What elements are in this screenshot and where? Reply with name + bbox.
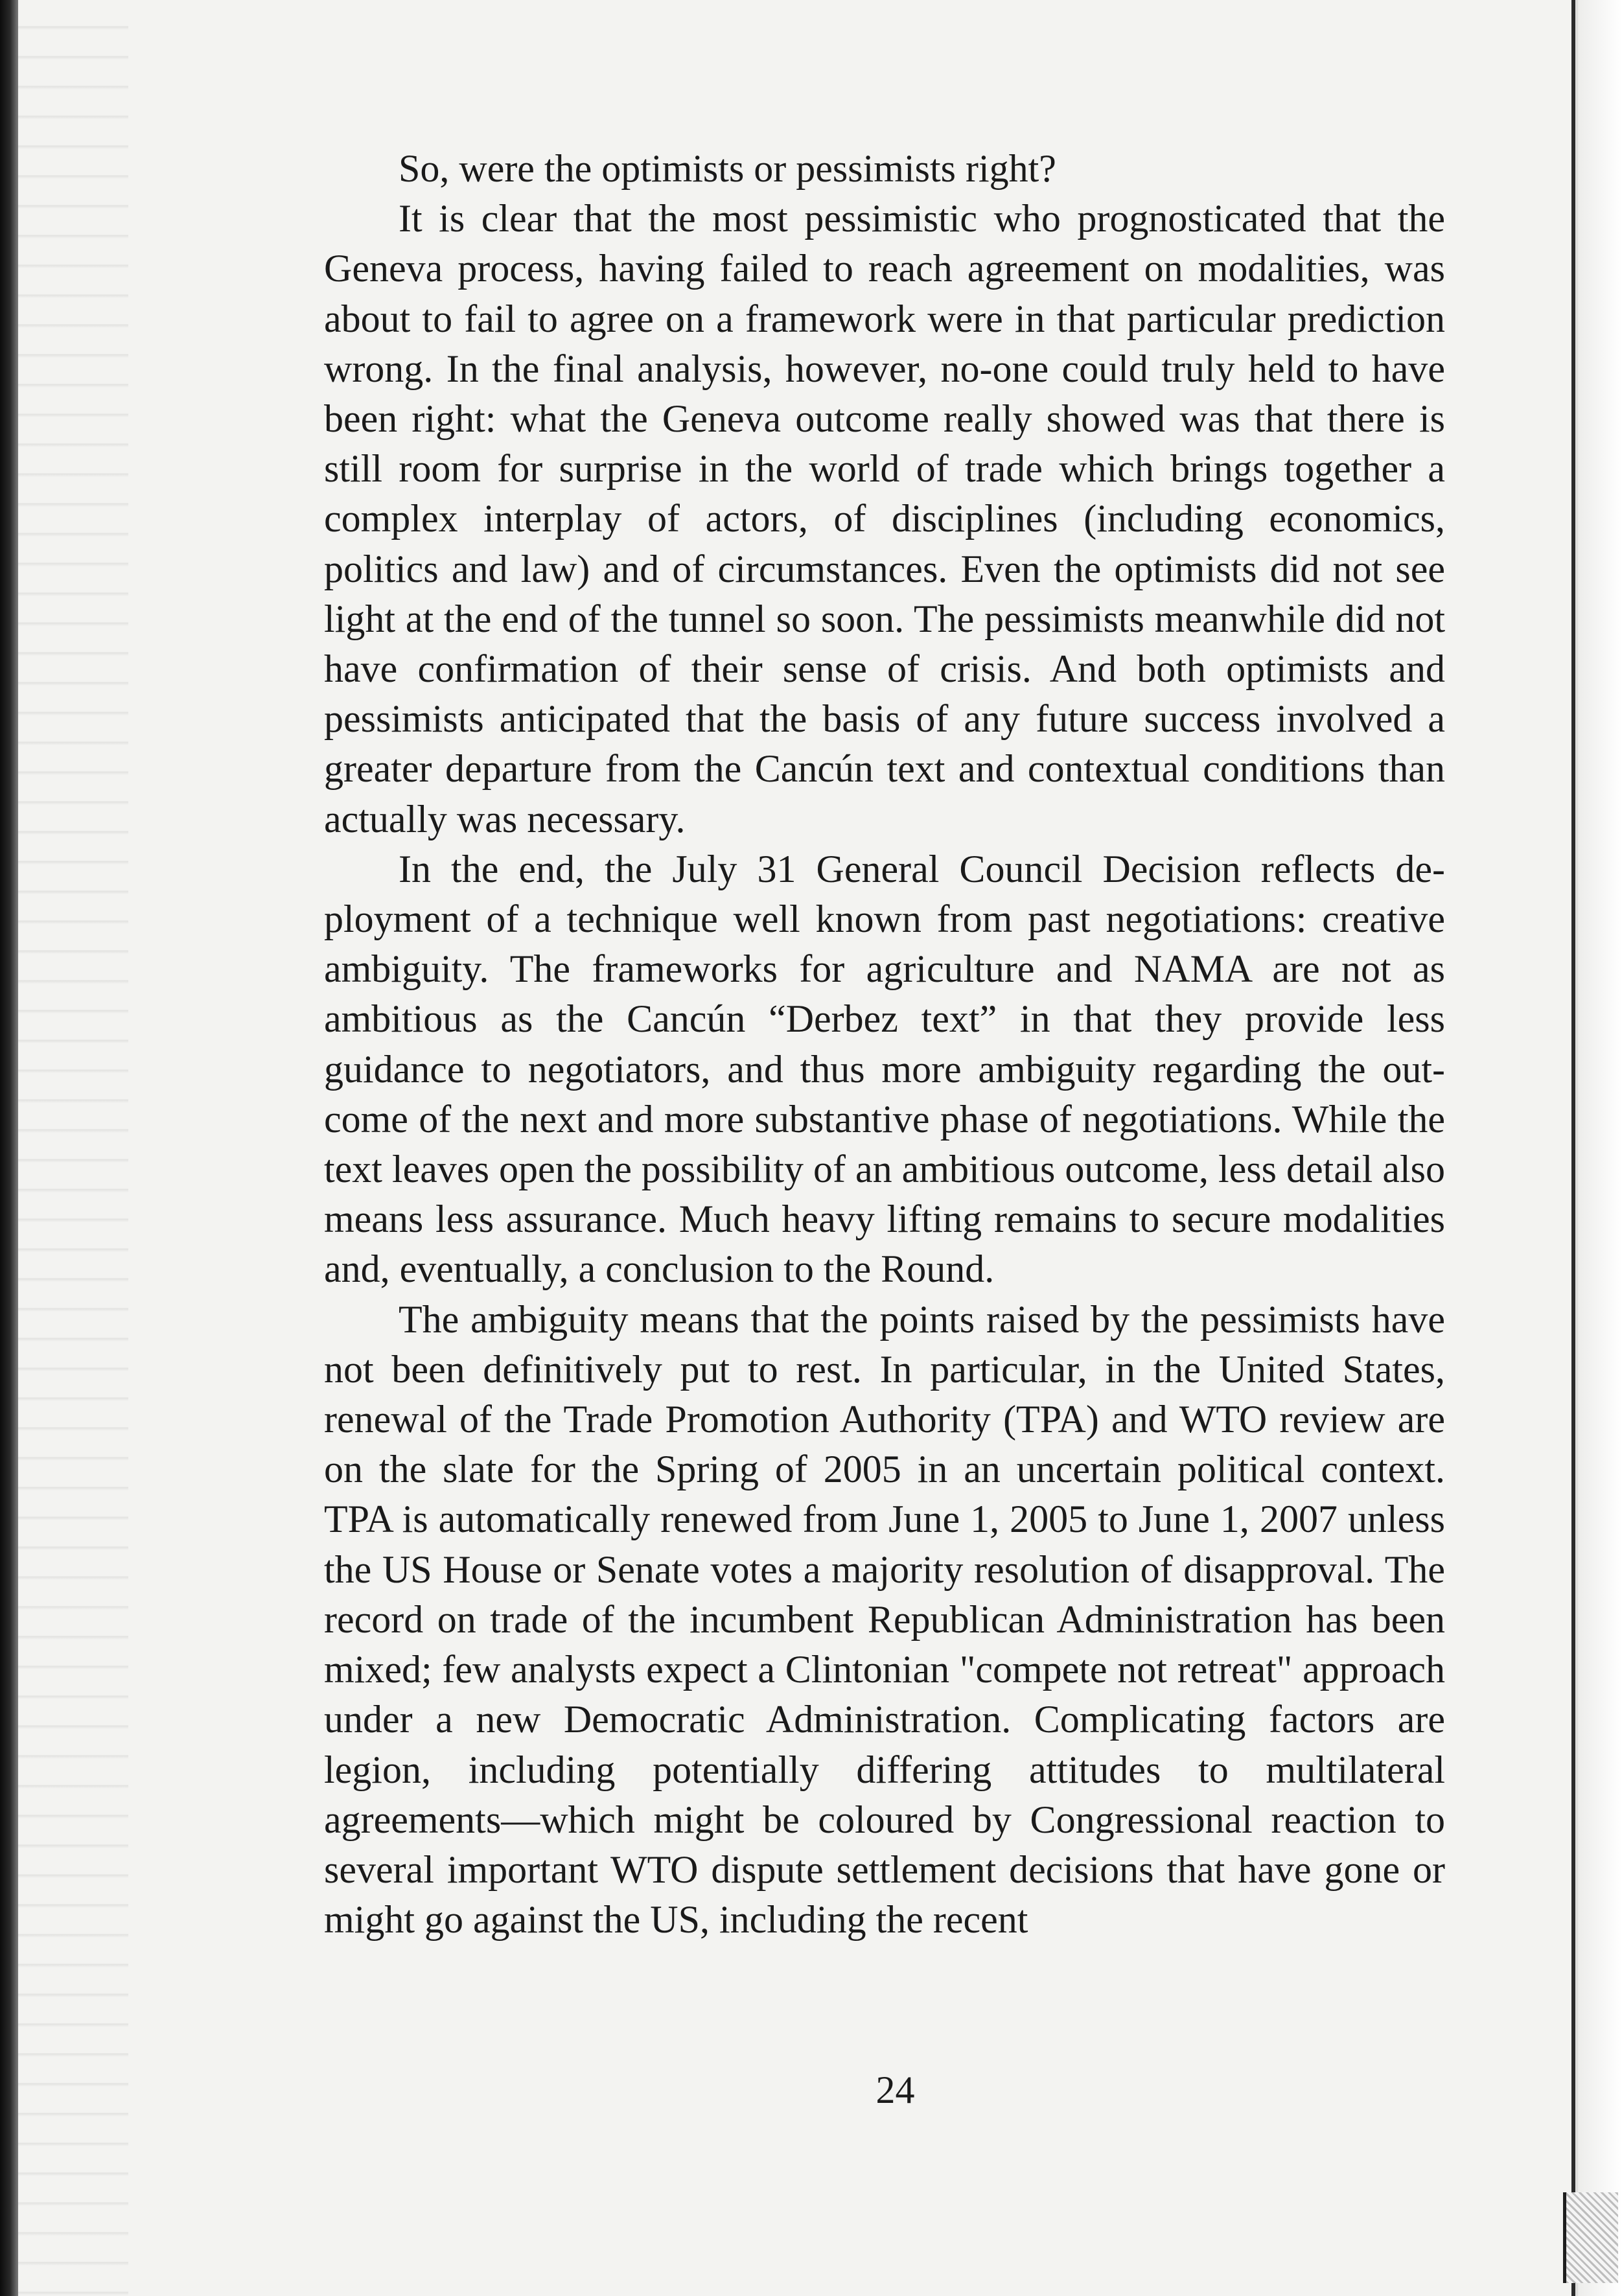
paragraph-geneva-outcome: It is clear that the most pessimistic who prognosticated that the Geneva process, having failed to reach agreement on modalities, was about to fail to agree on a framework were in that particular prediction wrong. In the final analysis, however, no-one could truly held to have been right: what the Geneva outcome really showed was that there is still room for surprise in the world of trade which brings together a complex interplay of actors, of disciplines (including economics, politics and law) and of circumstances. Even the optimists did not see light at the end of the tunnel so soon. The pessimists meanwhile did not have confirmation of their sense of crisis. And both optimists and pessimists anticipated that the basis of any future success involved a greater departure from the Cancún text and contextual conditions than actually was necessary. (324, 197, 1445, 841)
paragraph-tpa-renewal: The ambiguity means that the points raised by the pessimists have not been definitively put to rest. In particular, in the United States, renewal of the Trade Promotion Authority (TPA) and WTO review are on the slate for the Spring of 2005 in an uncertain political context. TPA is automatically renewed from June 1, 2005 to June 1, 2007 unless the US House or Senate votes a majority resolution of disapproval. The record on trade of the incumbent Republican Administration has been mixed; few analysts expect a Clintonian "compete not retreat" approach under a new Democratic Administration. Complicating factors are legion, including potentially differing attitudes to multilateral agreements—which might be coloured by Congressional reaction to several important WTO dispute settlement decisions that have gone or might go against the US, including the recent (324, 1297, 1445, 1942)
paragraph-question: So, were the optimists or pessimists right? (399, 147, 1056, 190)
body-text (324, 144, 1445, 1945)
left-binding-shadow (0, 0, 18, 2296)
page-number: 24 (875, 2069, 915, 2111)
left-margin-scan-marks (18, 0, 128, 2296)
paragraph-creative-ambiguity: In the end, the July 31 General Council Decision reflects deployment of a technique well known from past negotiations: creative ambiguity. The frameworks for agriculture and NAMA are not as ambitious as the Cancún “Derbez text” in that they provide less guidance to negotiators, and thus more ambiguity regarding the outcome of the next and more substantive phase of negotiations. While the text leaves open the possibility of an ambitious outcome, less detail also means less assurance. Much heavy lifting remains to secure modalities and, eventually, a conclusion to the Round. (324, 847, 1445, 1291)
right-edge-line (1571, 0, 1575, 2296)
right-page-edge (1554, 0, 1622, 2296)
right-edge-corner-shading (1563, 2192, 1618, 2283)
